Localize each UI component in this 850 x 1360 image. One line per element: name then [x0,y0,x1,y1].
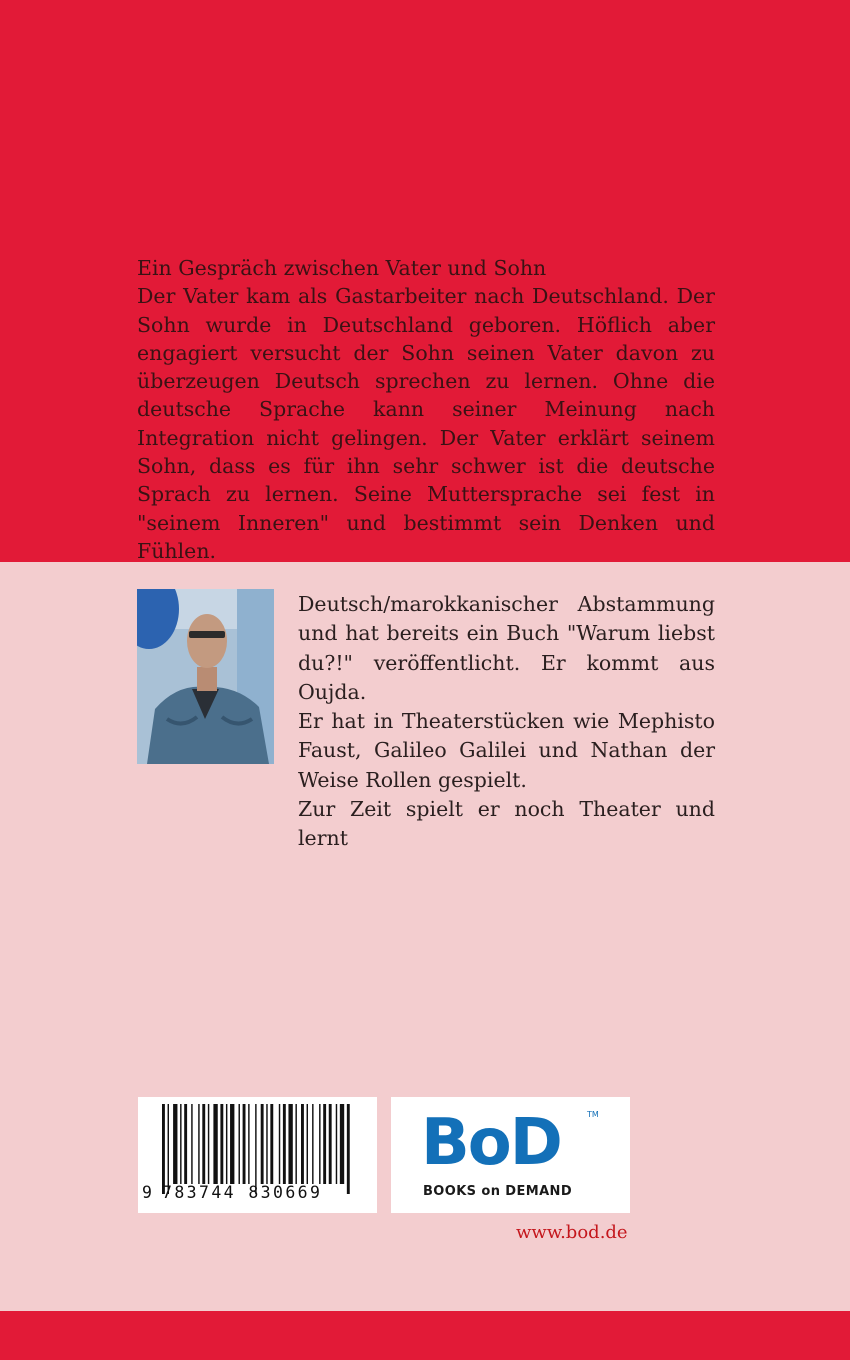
publisher-logo-box [391,1097,630,1213]
barcode-bar [261,1104,264,1184]
barcode-bar [279,1104,280,1184]
barcode-bar [307,1104,308,1184]
barcode-bar [340,1104,344,1184]
barcode-bar [202,1104,205,1184]
blurb-heading: Ein Gespräch zwischen Vater und Sohn [137,256,547,280]
bio-paragraph: Zur Zeit spielt er noch Theater und lernt [298,797,715,851]
barcode-bar [168,1104,169,1194]
isbn-lead-digit: 9 [142,1183,155,1202]
barcode-bar [191,1104,192,1184]
isbn-number [138,1183,377,1209]
barcode-bar [180,1104,181,1184]
bottom-red-band [0,1311,850,1360]
isbn-barcode [138,1097,377,1213]
publisher-website-link[interactable]: www.bod.de [516,1222,628,1243]
bod-logo: BoD [421,1106,561,1180]
barcode-bar [162,1104,165,1194]
barcode-bar [198,1104,199,1184]
barcode-bar [173,1104,177,1184]
barcode-bar [208,1104,209,1184]
barcode-bar [255,1104,256,1194]
bio-paragraph: Deutsch/marokkanischer Abstammung und hat bereits ein Buch "Warum liebst du?!" veröffentlicht. Er kommt aus Oujda. [298,592,715,704]
barcode-bar [295,1104,296,1184]
barcode-bar [270,1104,273,1184]
barcode-bar [347,1104,350,1194]
barcode-bar [288,1104,292,1184]
barcode-bar [230,1104,234,1184]
barcode-bar [312,1104,313,1184]
publisher-tagline: BOOKS on DEMAND [423,1184,573,1199]
barcode-bar [248,1104,249,1184]
barcode-bar [266,1104,267,1184]
barcode-bar [226,1104,227,1184]
author-bio [298,590,715,854]
back-cover-blurb [137,254,715,565]
barcode-bar [301,1104,304,1184]
blurb-paragraph: Der Vater kam als Gastarbeiter nach Deutschland. Der Sohn wurde in Deutschland geboren. Höflich aber engagiert versucht der Sohn seinen Vater davon zu überzeugen Deutsch sprechen zu lernen. Ohne die deutsche Sprache kann seiner Meinung nach Integration nicht gelingen. Der Vater erklärt seinem Sohn, dass es für ihn sehr schwer ist die deutsche Sprach zu lernen. Seine Muttersprache sei fest in "seinem Inneren" und bestimmt sein Denken und Fühlen. [137,284,715,563]
barcode-bar [239,1104,240,1184]
barcode-bar [336,1104,337,1184]
trademark-mark: TM [587,1110,599,1119]
author-photo [137,589,274,764]
barcode-bar [220,1104,223,1184]
barcode-bar [319,1104,320,1184]
barcode-bar [213,1104,217,1184]
barcode-bar [329,1104,332,1184]
isbn-main-digits: 783744 830669 [162,1183,323,1202]
barcode-bar [283,1104,286,1184]
barcode-bar [184,1104,187,1184]
bio-paragraph: Er hat in Theaterstücken wie Mephisto Faust, Galileo Galilei und Nathan der Weise Rollen gespielt. [298,709,715,792]
barcode-bar [323,1104,326,1184]
barcode-bar [243,1104,246,1184]
